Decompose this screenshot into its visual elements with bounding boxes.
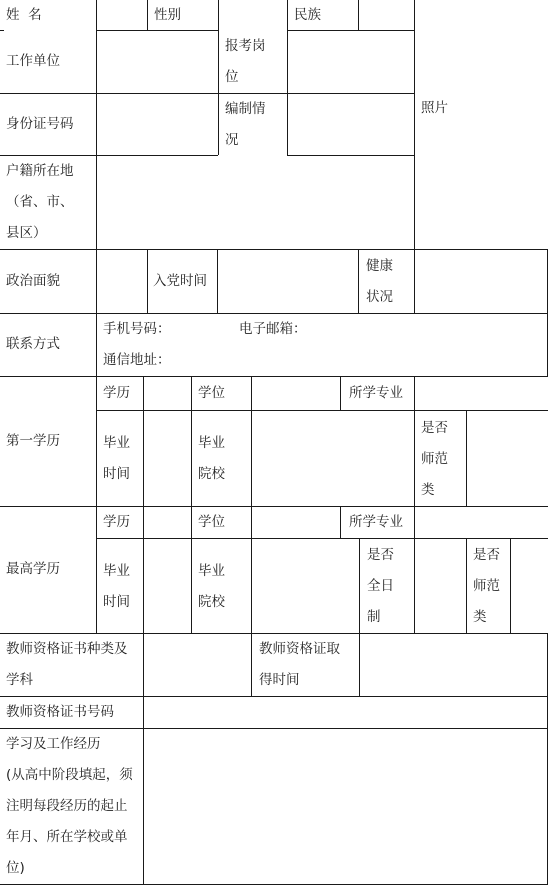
party-join-field[interactable] — [218, 250, 358, 313]
history-label-line: 学习及工作经历 — [6, 736, 101, 752]
rule — [251, 633, 252, 697]
highest-education-label: 学历 — [103, 514, 130, 530]
cert-number-label: 教师资格证书号码 — [6, 704, 114, 720]
applied-post-field[interactable] — [288, 31, 414, 93]
rule — [340, 376, 341, 411]
first-grad-time-label — [103, 428, 130, 490]
applied-post-label-line: 位 — [225, 69, 239, 85]
rule — [147, 0, 148, 30]
hukou-label — [6, 156, 74, 249]
first-major-label: 所学专业 — [349, 385, 403, 401]
history-label-line: 注明每段经历的起止 — [6, 798, 128, 814]
id-number-field[interactable] — [97, 94, 218, 155]
rule — [547, 633, 548, 885]
rule — [147, 249, 148, 313]
rule — [547, 249, 548, 377]
photo-label: 照片 — [421, 100, 448, 116]
hukou-field[interactable] — [97, 156, 414, 249]
rule — [143, 376, 144, 634]
rule — [340, 506, 341, 539]
highest-grad-time-label — [103, 556, 130, 618]
first-normal-label — [421, 413, 448, 506]
highest-fulltime-line: 制 — [367, 609, 381, 625]
health-label-line: 状况 — [366, 289, 393, 305]
history-label — [6, 729, 133, 884]
applied-post-label — [225, 31, 266, 93]
party-join-label: 入党时间 — [153, 273, 207, 289]
name-field[interactable] — [97, 0, 147, 30]
gender-field[interactable] — [219, 0, 287, 30]
rule — [466, 538, 467, 634]
rule — [96, 376, 97, 634]
rule — [358, 249, 359, 313]
highest-normal-line: 类 — [473, 609, 487, 625]
email-label[interactable]: 电子邮箱： — [239, 321, 307, 337]
applied-post-label-line: 报考岗 — [225, 38, 266, 54]
highest-school-label — [198, 556, 225, 618]
first-school-line: 院校 — [198, 466, 225, 482]
history-label-line: (从高中阶段填起，须 — [6, 767, 133, 783]
rule — [510, 538, 511, 634]
work-unit-field[interactable] — [97, 31, 218, 93]
rule — [359, 633, 360, 697]
name-label: 姓 名 — [6, 7, 42, 23]
health-label — [366, 251, 393, 313]
highest-fulltime-line: 全日 — [367, 578, 394, 594]
rule — [0, 506, 548, 507]
contact-label: 联系方式 — [6, 336, 60, 352]
highest-degree-label: 最高学历 — [6, 561, 60, 577]
photo-box[interactable] — [415, 0, 547, 249]
cert-type-label — [6, 634, 128, 696]
address-label[interactable]: 通信地址： — [103, 352, 171, 368]
history-label-line: 位) — [6, 860, 25, 876]
rule — [191, 376, 192, 634]
hukou-label-line: 县区） — [6, 225, 47, 241]
staffing-field[interactable] — [288, 94, 414, 155]
ethnicity-field[interactable] — [359, 0, 414, 30]
first-grad-time-line: 时间 — [103, 466, 130, 482]
first-degree-label: 第一学历 — [6, 433, 60, 449]
rule — [0, 30, 4, 31]
health-label-line: 健康 — [366, 258, 393, 274]
rule — [96, 313, 97, 377]
highest-major-label: 所学专业 — [349, 514, 403, 530]
highest-normal-label — [473, 540, 500, 633]
first-degree-type-label: 学位 — [198, 385, 225, 401]
ethnicity-label: 民族 — [294, 7, 321, 23]
cert-time-line: 得时间 — [259, 672, 300, 688]
first-grad-time-line: 毕业 — [103, 435, 130, 451]
rule — [414, 538, 415, 634]
first-school-label — [198, 428, 225, 490]
highest-grad-time-line: 毕业 — [103, 563, 130, 579]
rule — [414, 506, 415, 539]
hukou-label-line: （省、市、 — [6, 194, 74, 210]
rule — [96, 538, 548, 539]
political-label: 政治面貌 — [6, 273, 60, 289]
history-field[interactable] — [144, 729, 547, 884]
highest-degree-type-label: 学位 — [198, 514, 225, 530]
first-normal-line: 师范 — [421, 451, 448, 467]
rule — [251, 376, 252, 634]
rule — [414, 376, 415, 411]
cert-type-line: 教师资格证书种类及 — [6, 641, 128, 657]
rule — [96, 410, 548, 411]
rule — [0, 884, 548, 885]
phone-label[interactable]: 手机号码： — [103, 321, 171, 337]
staffing-label-line: 况 — [225, 132, 239, 148]
first-school-line: 毕业 — [198, 435, 225, 451]
rule — [359, 538, 360, 634]
rule — [466, 410, 467, 506]
rule — [0, 376, 548, 377]
cert-type-line: 学科 — [6, 672, 33, 688]
political-field[interactable] — [97, 250, 147, 313]
highest-fulltime-line: 是否 — [367, 547, 394, 563]
highest-school-line: 毕业 — [198, 563, 225, 579]
gender-label: 性别 — [154, 7, 181, 23]
health-field[interactable] — [415, 250, 547, 313]
first-education-label: 学历 — [103, 385, 130, 401]
highest-normal-line: 师范 — [473, 578, 500, 594]
staffing-label — [225, 94, 266, 156]
first-normal-line: 是否 — [421, 420, 448, 436]
first-normal-line: 类 — [421, 482, 435, 498]
id-number-label: 身份证号码 — [6, 116, 74, 132]
rule — [414, 410, 415, 506]
cert-time-label — [259, 634, 340, 696]
hukou-label-line: 户籍所在地 — [6, 163, 74, 179]
highest-normal-line: 是否 — [473, 547, 500, 563]
staffing-label-line: 编制情 — [225, 101, 266, 117]
history-label-line: 年月、所在学校或单 — [6, 829, 128, 845]
cert-time-line: 教师资格证取 — [259, 641, 340, 657]
highest-school-line: 院校 — [198, 594, 225, 610]
highest-grad-time-line: 时间 — [103, 594, 130, 610]
highest-fulltime-label — [367, 540, 394, 633]
work-unit-label: 工作单位 — [6, 53, 60, 69]
